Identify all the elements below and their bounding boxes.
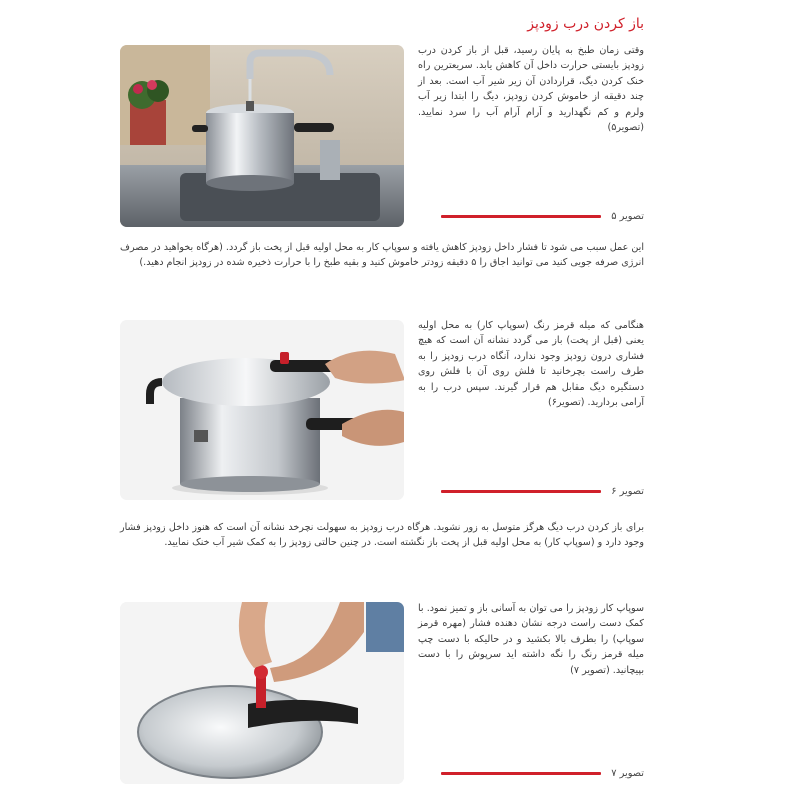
caption-label: تصویر ۵ <box>611 210 644 222</box>
caption-figure-7 <box>418 763 644 783</box>
caption-label: تصویر ۶ <box>611 485 644 497</box>
caption-divider <box>441 490 601 493</box>
caption-figure-5 <box>418 206 644 226</box>
paragraph-1: این عمل سبب می شود تا فشار داخل زودپز کاهش یافته و سوپاپ کار به محل اولیه قبل از پخت باز گردد. (هرگاه بخواهید در مصرف انرژی صرفه جویی کنید می توانید اجاق را ۵ دقیقه زودتر خاموش کنید و بقیه طبخ را با حرارت ذخیره شده در زودپز انجام دهید.) <box>120 242 644 268</box>
caption-divider <box>441 772 601 775</box>
section-7-text: سوپاپ کار زودپز را می توان به آسانی باز و تمیز نمود. با کمک دست راست درجه نشان دهنده فشار (مهره قرمز سوپاپ) را بطرف بالا بکشید و در حالیکه با دست چپ میله قرمز رنگ را نگه داشته اید سرپوش را با دست بپیچانید. (تصویر ۷) <box>418 603 644 676</box>
paragraph-2: برای باز کردن درب دیگ هرگز متوسل به زور نشوید. هرگاه درب زودپز به سهولت نچرخد نشانه آن است که هنوز داخل زودپز فشار وجود دارد و (سوپاپ کار) به محل اولیه قبل از پخت باز نگشته است. در چنین حالتی زودپز را به کمک شیر آب خنک نمایید. <box>120 522 644 548</box>
page-title: باز کردن درب زودپز <box>527 16 644 32</box>
caption-divider <box>441 215 601 218</box>
photo-cooker-under-faucet <box>120 45 404 227</box>
caption-figure-6 <box>418 481 644 501</box>
section-5-text: وقتی زمان طبخ به پایان رسید، قبل از باز کردن درب زودپز بایستی حرارت داخل آن کاهش یابد. سریعترین راه خنک کردن دیگ، قراردادن آن زیر شیر آب است. بعد از چند دقیقه از خاموش کردن زودپز، دیگ را ابتدا زیر آب ولرم و کم نگهدارید و آرام آرام آب را سرد نمایید. (تصویر۵) <box>418 45 644 134</box>
section-6-text: هنگامی که میله قرمز رنگ (سوپاپ کار) به محل اولیه یعنی (قبل از پخت) باز می گردد نشانه آن است که هیچ فشاری درون زودپز وجود ندارد، آنگاه درب زودپز را به طرف راست بچرخانید تا فلش روی آن با فلش روی دستگیره دیگ مقابل هم قرار گیرند. سپس درب را به آرامی بردارید. (تصویر۶) <box>418 320 644 409</box>
photo-cleaning-valve <box>120 602 404 784</box>
photo-hands-opening-lid <box>120 320 404 500</box>
caption-label: تصویر ۷ <box>611 767 644 779</box>
